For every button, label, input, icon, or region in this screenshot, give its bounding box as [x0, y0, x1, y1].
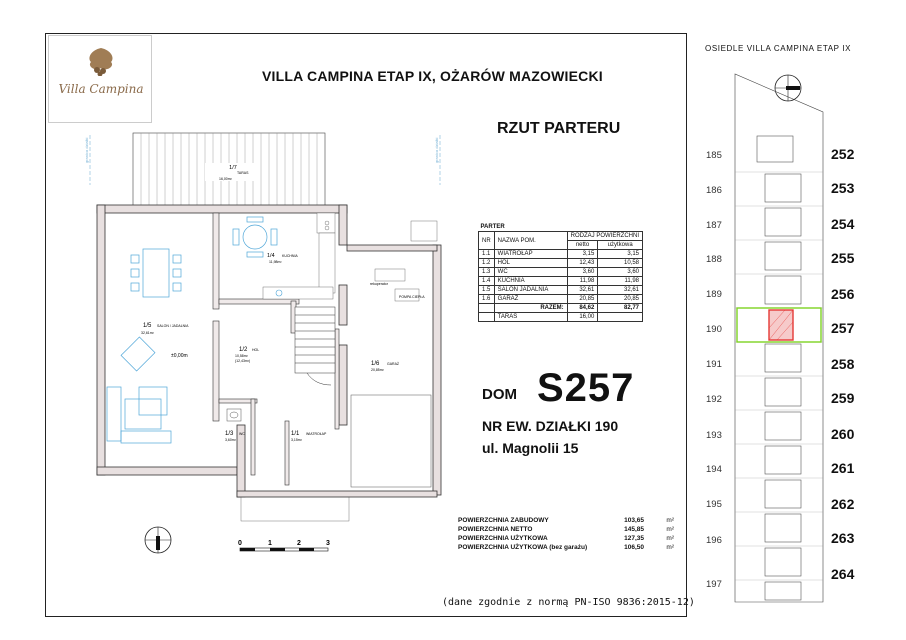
scale-label-0: 0: [238, 540, 242, 547]
entry-name: WIATROŁAP: [306, 432, 327, 436]
cell-netto: 32,61: [567, 286, 598, 295]
table-row: [479, 277, 643, 286]
garage-name: GARAŻ: [387, 362, 400, 366]
cell-uz: 3,60: [598, 268, 643, 277]
lot-number: 195: [706, 499, 722, 510]
plot-number: NR EW. DZIAŁKI 190: [482, 418, 619, 434]
table-terrace-row: [479, 313, 643, 322]
house-number: 257: [831, 320, 855, 336]
cell-name: KUCHNIA: [494, 277, 567, 286]
col-uzytkowa: użytkowa: [598, 241, 643, 250]
area-row: [458, 534, 674, 543]
north-arrow-icon: [142, 524, 174, 556]
garage-equipment: [351, 269, 431, 487]
kitchen-area: 11,98m²: [269, 260, 282, 264]
scale-bar: [236, 538, 336, 562]
area-unit: m²: [666, 544, 674, 551]
area-value: 106,50: [624, 544, 644, 551]
lot-number: 196: [706, 535, 722, 546]
cell-uz: 10,58: [598, 259, 643, 268]
total-netto: 84,62: [567, 304, 598, 313]
estate-title: OSIEDLE VILLA CAMPINA ETAP IX: [705, 44, 852, 53]
table-total-row: [479, 304, 643, 313]
cell-name: SALON JADALNIA: [494, 286, 567, 295]
staircase: [295, 307, 335, 385]
terrace-row-netto: 16,00: [567, 313, 598, 322]
hall-area-gross: (12,43m²): [235, 359, 251, 363]
table-row: [479, 295, 643, 304]
house-number: 261: [831, 460, 855, 476]
boundary-label-left: granica działki: [84, 137, 89, 163]
lot-number: 185: [706, 150, 722, 161]
house-number: 253: [831, 180, 855, 196]
grape-leaf-icon: [81, 46, 121, 76]
salon-area: 32,61m²: [141, 331, 154, 335]
area-unit: m²: [666, 517, 674, 524]
cell-name: GARAŻ: [494, 295, 567, 304]
kitchen-num: 1/4: [267, 253, 275, 259]
terrace-num: 1/7: [229, 165, 237, 171]
kitchen-table: [233, 217, 277, 257]
lot-number: 188: [706, 254, 722, 265]
hall-area: 10,58m²: [235, 354, 248, 358]
house-code: S257: [537, 366, 635, 410]
cell-uz: 20,85: [598, 295, 643, 304]
house-number: 262: [831, 496, 855, 512]
lot-number: 197: [706, 579, 722, 590]
area-value: 103,65: [624, 517, 644, 524]
terrace-name: TARAS: [237, 171, 249, 175]
cell-nr: 1.1: [479, 250, 495, 259]
cell-netto: 3,60: [567, 268, 598, 277]
heat-pump-label: POMPA CIEPŁA: [399, 295, 425, 299]
lot-number: 194: [706, 464, 722, 475]
terrace-row-name: TARAS: [494, 313, 567, 322]
entrance-steps: [241, 497, 349, 521]
house-number: 259: [831, 390, 855, 406]
street-address: ul. Magnolii 15: [482, 440, 579, 456]
area-label: POWIERZCHNIA UŻYTKOWA (bez garażu): [458, 544, 588, 551]
page-title: VILLA CAMPINA ETAP IX, OŻARÓW MAZOWIECKI: [262, 68, 603, 84]
area-value: 145,85: [624, 526, 644, 533]
house-number: 252: [831, 146, 855, 162]
lot-number: 191: [706, 359, 722, 370]
entry-num: 1/1: [291, 431, 300, 437]
house-number: 254: [831, 216, 855, 232]
area-row: [458, 525, 674, 534]
salon-name: SALON / JADALNIA: [157, 324, 189, 328]
col-netto: netto: [567, 241, 598, 250]
salon-num: 1/5: [143, 323, 152, 329]
cell-name: WC: [494, 268, 567, 277]
lot-number: 186: [706, 185, 722, 196]
entry-area: 3,15m²: [291, 438, 302, 442]
cell-netto: 3,15: [567, 250, 598, 259]
wc-fixtures: [227, 409, 241, 421]
cell-nr: 1.6: [479, 295, 495, 304]
house-number: 260: [831, 426, 855, 442]
area-row: [458, 543, 674, 552]
scale-label-3: 3: [326, 540, 330, 547]
cell-netto: 11,98: [567, 277, 598, 286]
col-nr: NR: [479, 232, 495, 250]
cell-netto: 12,43: [567, 259, 598, 268]
cell-name: HOL: [494, 259, 567, 268]
table-caption: PARTER: [480, 224, 505, 230]
plan-subtitle: RZUT PARTERU: [497, 120, 621, 137]
total-uz: 82,77: [598, 304, 643, 313]
table-row: [479, 286, 643, 295]
norm-note: (dane zgodnie z normą PN-ISO 9836:2015-12): [442, 597, 695, 608]
cell-uz: 11,98: [598, 277, 643, 286]
lot-number: 192: [706, 394, 722, 405]
cell-nr: 1.2: [479, 259, 495, 268]
lot-number: 189: [706, 289, 722, 300]
hall-name: HOL: [252, 348, 260, 352]
col-name: NAZWA POM.: [494, 232, 567, 250]
total-label: RAZEM:: [494, 304, 567, 313]
cell-nr: 1.4: [479, 277, 495, 286]
lot-number: 193: [706, 430, 722, 441]
recuperator-label: rekuperator: [370, 282, 388, 286]
area-label: POWIERZCHNIA UŻYTKOWA: [458, 535, 548, 542]
house-number: 258: [831, 356, 855, 372]
room-area-table: [478, 223, 643, 322]
wc-name: WC: [239, 432, 245, 436]
cell-nr: 1.3: [479, 268, 495, 277]
area-summary: [458, 516, 674, 552]
lot-number: 187: [706, 220, 722, 231]
area-label: POWIERZCHNIA ZABUDOWY: [458, 517, 549, 524]
cell-name: WIATROŁAP: [494, 250, 567, 259]
lot-number: 190: [706, 324, 722, 335]
table-row: [479, 259, 643, 268]
house-number: 263: [831, 530, 855, 546]
hall-num: 1/2: [239, 347, 248, 353]
house-label: DOM: [482, 386, 517, 403]
scale-label-1: 1: [268, 540, 272, 547]
cell-uz: 3,15: [598, 250, 643, 259]
area-unit: m²: [666, 526, 674, 533]
house-number: 256: [831, 286, 855, 302]
dining-table: [131, 249, 181, 297]
area-row: [458, 516, 674, 525]
cell-nr: 1.5: [479, 286, 495, 295]
living-room-furniture: [107, 337, 171, 443]
wc-num: 1/3: [225, 431, 234, 437]
col-group: RODZAJ POWIERZCHNI: [567, 232, 642, 241]
wc-area: 3,60m²: [225, 438, 236, 442]
area-value: 127,35: [624, 535, 644, 542]
boundary-label-right: granica działki: [434, 137, 439, 163]
site-plan: [733, 72, 825, 620]
scale-label-2: 2: [297, 540, 301, 547]
table-row: [479, 268, 643, 277]
house-number: 255: [831, 250, 855, 266]
garage-area: 20,85m²: [371, 368, 384, 372]
cell-netto: 20,85: [567, 295, 598, 304]
house-number: 264: [831, 566, 855, 582]
garage-side-door: [411, 221, 437, 241]
logo-text: Villa Campina: [58, 82, 144, 96]
floor-plan: [55, 125, 455, 545]
garage-num: 1/6: [371, 361, 380, 367]
logo: [48, 35, 152, 123]
table-row: [479, 250, 643, 259]
house-footprints: [757, 136, 801, 600]
level-mark: ±0,00m: [171, 353, 188, 359]
kitchen-name: KUCHNIA: [282, 254, 298, 258]
area-unit: m²: [666, 535, 674, 542]
area-label: POWIERZCHNIA NETTO: [458, 526, 533, 533]
cell-uz: 32,61: [598, 286, 643, 295]
terrace-area: 16,00m²: [219, 177, 232, 181]
